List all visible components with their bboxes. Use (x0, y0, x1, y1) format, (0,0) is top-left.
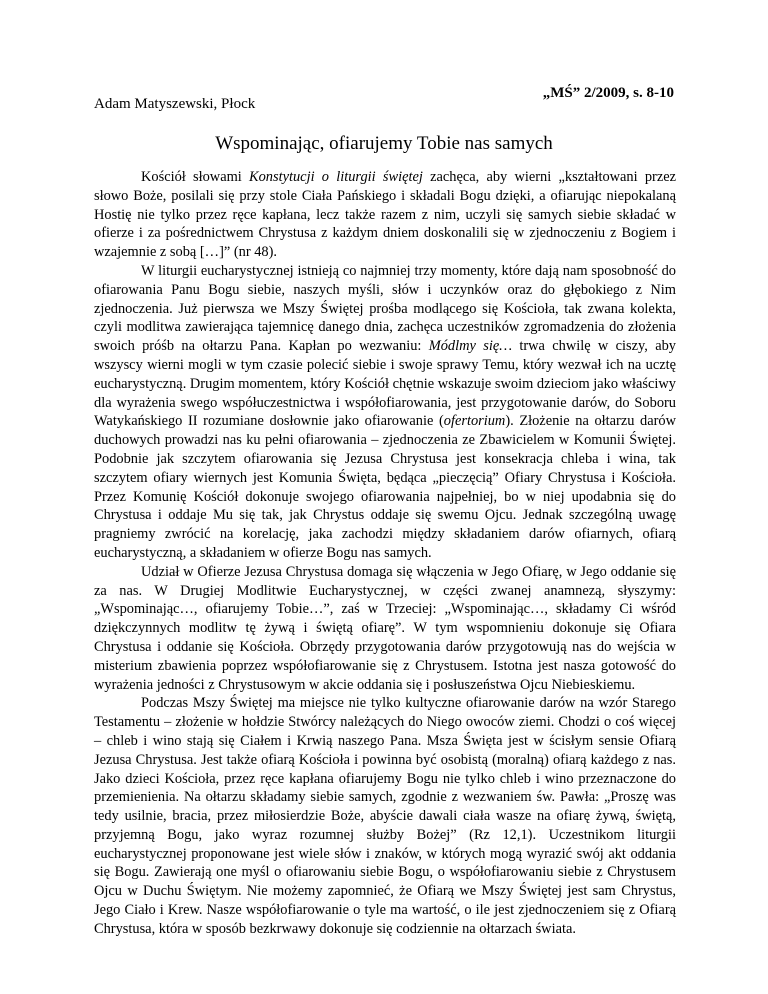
paragraph-2-italic-invocation: Módlmy się… (428, 338, 513, 355)
paragraph-2-text-end: ). Złożenie na ołtarzu darów duchowych prowadzi nas ku pełni ofiarowania – zjednoczenia ze Zbawicielem w Komunii Świętej. Podobnie jak szczytem ofiarowania się Jezusa Chrystusa jest konsekracja chleba i wina, tak szczytem ofiary wiernych jest Komunia Święta, będąca „pieczęcią” Ofiary Chrystusa i Kościoła. Przez Komunię Kościół dokonuje swojego ofiarowania najpełniej, bo w niej upodabnia się do Chrystusa i oddaje Mu się tak, jak Chrystus oddaje się swemu Ojcu. Jednak szczególną uwagę pragniemy zwrócić na korelację, jaka zachodzi między składaniem darów ofiarnych, ofiarą eucharystyczną, a składaniem w ofierze Bogu nas samych. (94, 413, 676, 561)
paragraph-1-italic: Konstytucji o liturgii świętej (249, 169, 423, 185)
paragraph-1 (94, 168, 676, 262)
paragraph-1-text: Kościół słowami (141, 169, 250, 185)
author-line: Adam Matyszewski, Płock (94, 96, 256, 112)
source-citation: „MŚ” 2/2009, s. 8-10 (542, 85, 674, 101)
paragraph-3: Udział w Ofierze Jezusa Chrystusa domaga się włączenia w Jego Ofiarę, w Jego oddanie się za nas. W Drugiej Modlitwie Eucharystycznej, w części zwanej anamnezą, słyszymy: „Wspominając…, ofiarujemy Tobie…”, zaś w Trzeciej: „Wspominając…, składamy Ci wśród dziękczynnych modlitw tę żywą i świętą ofiarę”. W tym wspomnieniu dokonuje się Ofiara Chrystusa i oddanie się Kościoła. Obrzędy przygotowania darów przygotowują nas do wejścia w misterium zbawienia poprzez współofiarowanie się z Chrystusem. Istotna jest nasza gotowość do wyrażenia jedności z Chrystusowym w akcie oddania się i posłuszeństwa Ojcu Niebieskiemu. (94, 563, 676, 693)
paragraph-2-text: W liturgii eucharystycznej istnieją co najmniej trzy momenty, które dają nam sposobność do ofiarowania Panu Bogu siebie, naszych myśli, słów i uczynków oraz do głębokiego z Nim zjednoczenia. Już pierwsza we Mszy Świętej prośba modlącego się Kościoła, tak zwana kolekta, czyli modlitwa zawierająca tajemnicę danego dnia, zachęca uczestników zgromadzenia do złożenia swoich próśb na ołtarzu Pana. Kapłan po wezwaniu: (94, 262, 676, 355)
article-body (94, 168, 676, 939)
paragraph-2-italic-term: ofertorium (443, 413, 506, 430)
paragraph-2-text-cont: trwa chwilę w ciszy, aby wszyscy wierni mogli w tym czasie polecić siebie i swoje sprawy Temu, który wezwał ich na ucztę eucharystyczną. Drugim momentem, który Kościół chętnie wskazuje swoim dzieciom jako właściwy dla wyrażenia swego współuczestnictwa i współofiarowania, jest przygotowanie darów, do Soboru Watykańskiego II rozumiane dosłownie jako ofiarowanie ( (94, 338, 676, 430)
paragraph-4: Podczas Mszy Świętej ma miejsce nie tylko kultyczne ofiarowanie darów na wzór Starego Testamentu – złożenie w hołdzie Stwórcy należących do Niego owoców ziemi. Chodzi o coś więcej – chleb i wino stają się Ciałem i Krwią naszego Pana. Msza Święta jest w ścisłym sensie Ofiarą Jezusa Chrystusa. Jest także ofiarą Kościoła i powinna być osobistą (moralną) ofiarą każdego z nas. Jako dzieci Kościoła, przez ręce kapłana ofiarujemy Bogu nie tylko chleb i wino przeznaczone do przemienienia. Na ołtarzu składamy siebie samych, zgodnie z wezwaniem św. Pawła: „Proszę was tedy usilnie, bracia, przez miłosierdzie Boże, abyście dawali ciała wasze na ofiarę żywą, świętą, przyjemną Bogu, jako wyraz rozumnej służby Bożej” (Rz 12,1). Uczestnikom liturgii eucharystycznej proponowane jest wiele słów i znaków, w których mogą wyrazić swój akt oddania się Bogu. Zawierają one myśl o ofiarowaniu siebie Bogu, o współofiarowaniu siebie z Chrystusem Ojcu w Duchu Świętym. Nie możemy zapomnieć, że Ofiarą we Mszy Świętej jest sam Chrystus, Jego Ciało i Krew. Nasze współofiarowanie o tyle ma wartość, o ile jest zjednoczeniem się z Ofiarą Chrystusa, która w sposób bezkrwawy dokonuje się codziennie na ołtarzach świata. (94, 695, 676, 937)
paragraph-2 (94, 262, 676, 563)
paragraph-1-text-cont: zachęca, aby wierni „kształtowani przez słowo Boże, posilali się przy stole Ciała Pańskiego i składali Bogu dzięki, a ofiarując niepokalaną Hostię nie tylko przez ręce kapłana, lecz także razem z nim, uczyli się samych siebie składać w ofierze i za pośrednictwem Chrystusa z każdym dniem doskonalili się w zjednoczeniu z Bogiem i wzajemnie z sobą […]” (nr 48). (94, 169, 676, 261)
article-title: Wspominając, ofiarujemy Tobie nas samych (215, 133, 553, 154)
